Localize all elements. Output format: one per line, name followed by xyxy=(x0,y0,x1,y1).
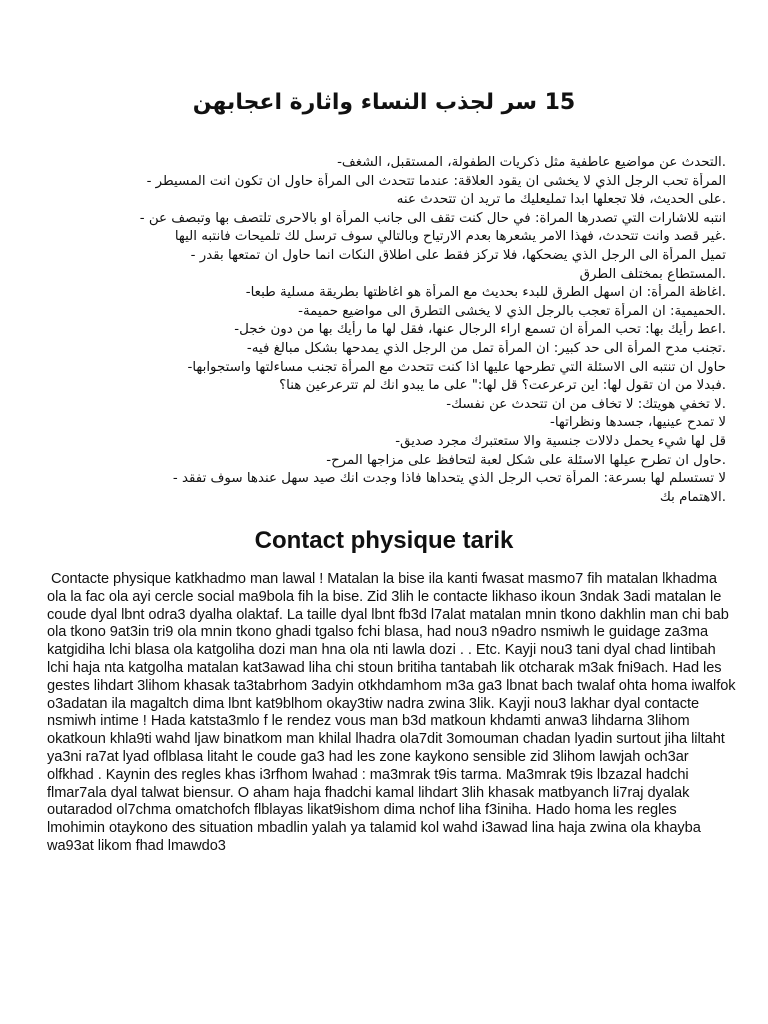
arabic-line: قل لها شيء يحمل دلالات جنسية والا ستعتبرك مجرد صديق- xyxy=(395,433,726,449)
arabic-title: 15 سر لجذب النساء واثارة اعجابهن xyxy=(192,90,576,115)
arabic-line: انتبه للاشارات التي تصدرها المراة: في حال كنت تقف الى جانب المرأة او بالاحرى تلتصف بها وتبصف عن - xyxy=(139,210,726,226)
arabic-line: .اعط رأيك بها: تحب المرأة ان تسمع اراء الرجال عنها، فقل لها ما رأيك بها من دون خجل- xyxy=(234,322,726,338)
arabic-line: حاول ان تنتبه الى الاسئلة التي تطرحها عليها اذا كنت تتحدث مع المرأة تجنب مساءلتها واستجوابها- xyxy=(187,359,726,375)
arabic-line: .الاهتمام بك xyxy=(659,489,726,505)
arabic-line: .حاول ان تطرح عيلها الاسئلة على شكل لعبة لتحافظ على مزاجها المرح- xyxy=(326,452,726,468)
arabic-line: .غير قصد وانت تتحدث، فهذا الامر يشعرها بعدم الارتياح وبالتالي سوف ترسل لك تلميحات فانتبه اليها xyxy=(174,229,726,245)
arabic-tips-list xyxy=(42,154,726,507)
arabic-line: لا تمدح عينيها، جسدها ونظراتها- xyxy=(550,415,726,431)
arabic-line: .الحميمية: ان المرأة تعجب بالرجل الذي لا يخشى التطرق الى مواضيع حميمة- xyxy=(298,303,726,319)
arabic-line: .المستطاع بمختلف الطرق xyxy=(579,266,726,282)
section-title: Contact physique tarik xyxy=(254,527,514,554)
section-body-text: Contacte physique katkhadmo man lawal ! Matalan la bise ila kanti fwasat masmo7 fih matalan lkhadma ola la fac ola ayi cercle social ma9bola fih la bise. Zid 3lih le contacte likhaso ikoun 3ndak 3adi matalan le coude dyal lbnt odra3 dyalha olaktaf. La taille dyal lbnt fb3d l7alat matalan mnin tkono dakhlin man chi bab ola tkono 9at3in tri9 ola mnin tkono ghadi tgalso fchi blasa, had nou3 n9adro nsmiwh le guidage za3ma katgidiha lchi blasa ola katgoliha dozi man hna ola nti lawla dozi . . Etc. Kayji nou3 tani dyal chad lintibah lchi haja nta katgolha matalan kat3awad liha chi stoun britiha tantabah lik otcharak m3ak fni9ach. Had les gestes lihdart 3lihom khasak ta3tabrhom 3adyin otkhdamhom m3a ga3 lbnat bach twalaf ohta homa iwalfok o3adatan ila magaltch dima lbnt kat9blhom okay3tiw nadra zwina 3lik. Kayji nou3 lakhar dyal contacte nsmiwh intime ! Hada katsta3mlo f le rendez vous man b3d matkoun khdamti anwa3 lihdarna 3lihom okatkoun khla9ti wahd ljaw binatkom man khilal lhadra ola7dit 3omouman chadan lyadin surtout jiha liltaht ya3ni ra7at lyad oflblasa litaht le coude ga3 had les zone kaykono sensible zid 3lihom lawjah och3ar olfkhad . Kaynin des regles khas i3rfhom lwahad : ma3mrak t9is tarma. Ma3mrak t9is lbzazal hadchi flmar7ala dyal talwat biensur. O aham haja fhadchi kamal lihdart 3lih khasak matbyanch li7raj dyalak outaradod ol7chma omatchofch flblayas likat9ishom dima nchof liha f3iniha. Hado homa les regles lmohimin otaykono des situation mbadlin yalah ya talamid kol wahd i3awad lina haja zwina ola khayba wa93at likom fhad lmawdo3 xyxy=(47,571,736,854)
arabic-line: .اغاظة المرأة: ان اسهل الطرق للبدء بحديث مع المرأة هو اغاظتها بطريقة مسلية طبعا- xyxy=(245,285,726,301)
arabic-line: .على الحديث، فلا تجعلها ابدا تمليعليك ما تريد ان تتحدث عنه xyxy=(396,192,726,208)
arabic-line: .لا تخفي هويتك: لا تخاف من ان تتحدث عن نفسك- xyxy=(446,396,726,412)
arabic-line: .تجنب مدح المرأة الى حد كبير: ان المرأة تمل من الرجل الذي يمدحها بشكل مبالغ فيه- xyxy=(246,340,726,356)
arabic-line: .فبدلا من ان تقول لها: اين ترعرعت؟ قل لها:" على ما يبدو انك لم تترعرعين هنا؟ xyxy=(279,378,726,394)
arabic-line: .التحدث عن مواضيع عاطفية مثل ذكريات الطفولة، المستقبل، الشغف- xyxy=(337,155,726,170)
arabic-line: المرأة تحب الرجل الذي لا يخشى ان يقود العلاقة: عندما تتحدث الى المرأة حاول ان تكون انت المسيطر - xyxy=(146,173,726,189)
arabic-line: تميل المرأة الى الرجل الذي يضحكها، فلا تركز فقط على اطلاق النكات انما حاول ان تمتعها بقدر - xyxy=(190,247,726,263)
arabic-line: لا تستسلم لها بسرعة: المرأة تحب الرجل الذي يتحداها فاذا وجدت انك صيد سهل عندها سوف تفقد - xyxy=(172,471,726,487)
